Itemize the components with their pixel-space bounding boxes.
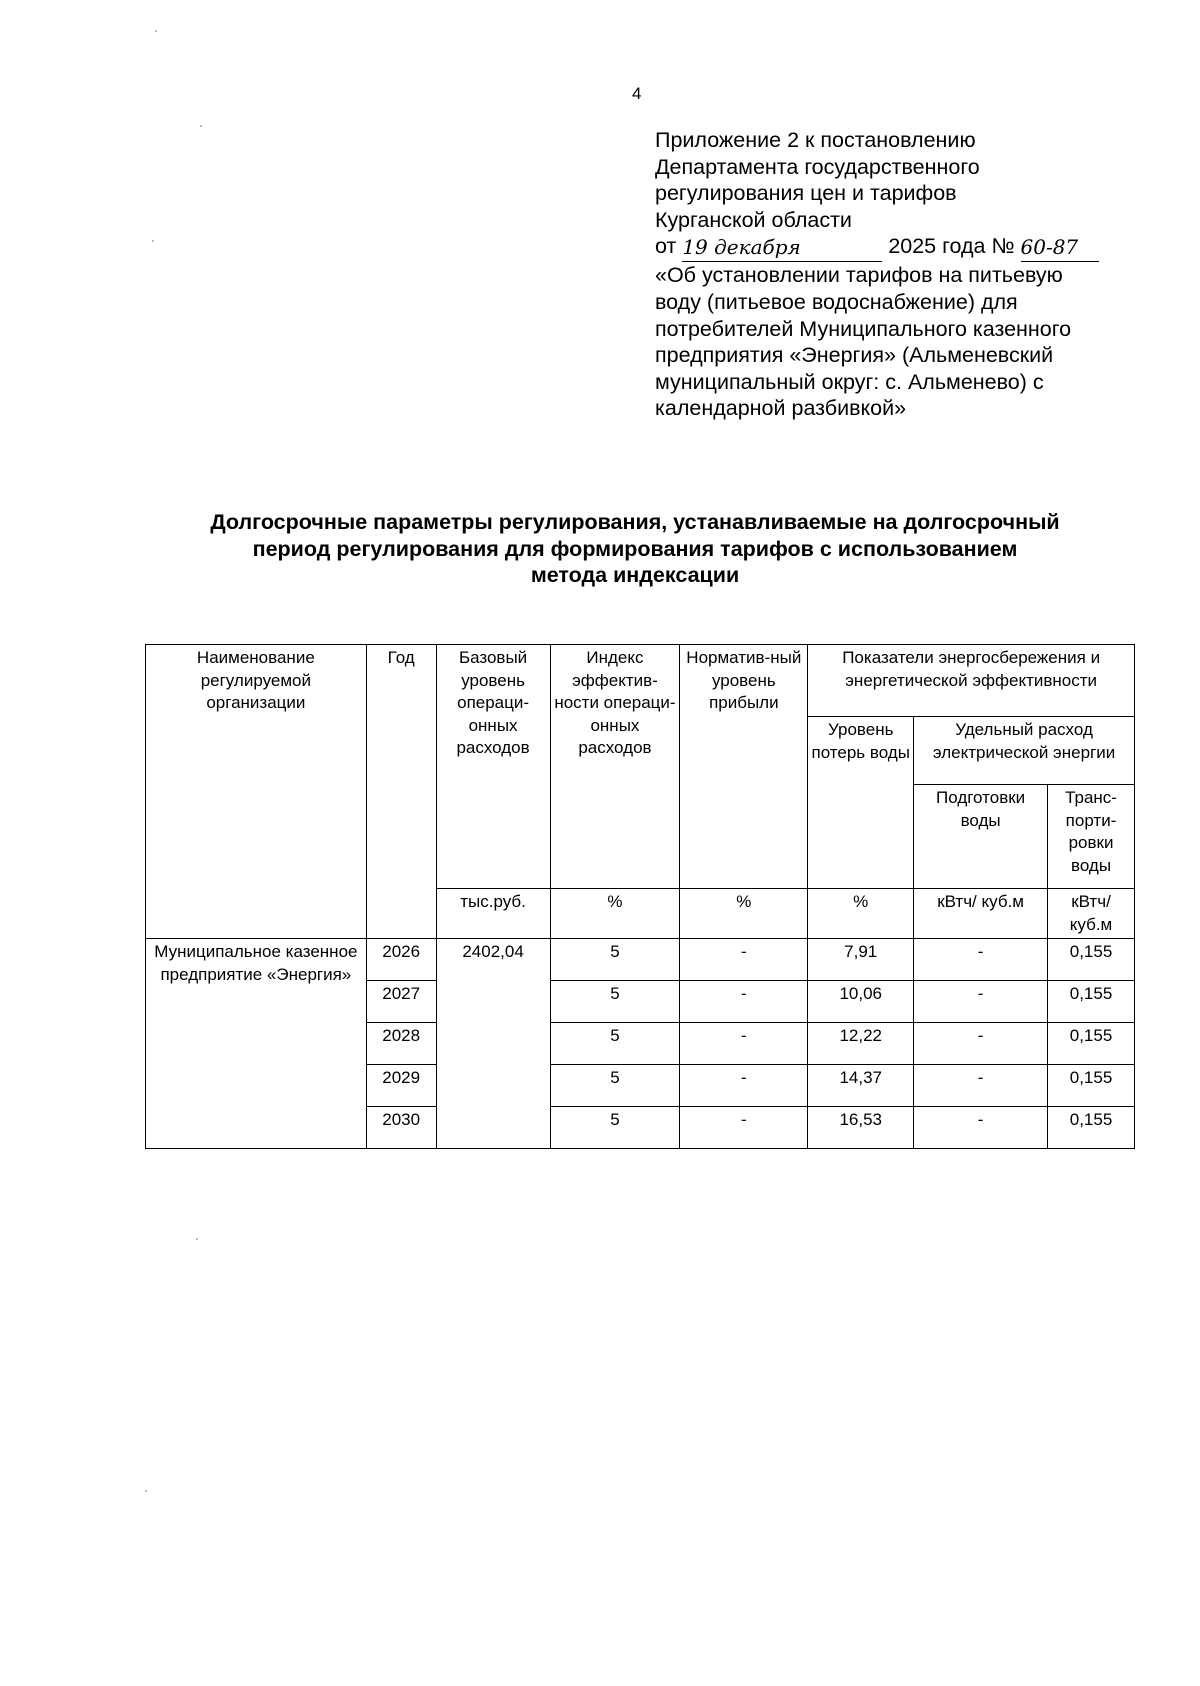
scan-speck xyxy=(196,1238,198,1240)
cell-prep: - xyxy=(914,1065,1048,1107)
cell-year: 2026 xyxy=(366,939,436,981)
unit-base: тыс.руб. xyxy=(436,889,550,939)
cell-losses: 7,91 xyxy=(808,939,914,981)
unit-prep: кВтч/ куб.м xyxy=(914,889,1048,939)
cell-profit: - xyxy=(680,981,808,1023)
header-year: Год xyxy=(366,645,436,889)
cell-index: 5 xyxy=(550,1107,680,1149)
page-number: 4 xyxy=(632,84,642,103)
cell-losses: 10,06 xyxy=(808,981,914,1023)
subject-line: воду (питьевое водоснабжение) для xyxy=(655,289,1018,314)
subject-line: предприятия «Энергия» (Альменевский xyxy=(655,343,1054,368)
cell-prep: - xyxy=(914,1023,1048,1065)
cell-losses: 16,53 xyxy=(808,1107,914,1149)
number-handwritten: 60-87 xyxy=(1020,235,1079,260)
table-row xyxy=(146,939,1135,981)
cell-year: 2029 xyxy=(366,1065,436,1107)
cell-year: 2027 xyxy=(366,981,436,1023)
cell-profit: - xyxy=(680,1107,808,1149)
header-prep: Подготовки воды xyxy=(914,785,1048,889)
unit-index: % xyxy=(550,889,680,939)
unit-org xyxy=(146,889,367,939)
cell-year: 2030 xyxy=(366,1107,436,1149)
date-handwritten-field xyxy=(682,237,882,262)
header-specific: Удельный расход электрической энергии xyxy=(914,717,1135,785)
base-value: 2402,04 xyxy=(436,939,550,1149)
cell-index: 5 xyxy=(550,981,680,1023)
appendix-line: Курганской области xyxy=(655,207,852,232)
scan-speck xyxy=(152,240,154,242)
document-title xyxy=(150,509,1120,589)
parameters-table xyxy=(145,644,1135,1149)
unit-year xyxy=(366,889,436,939)
cell-index: 5 xyxy=(550,1065,680,1107)
subject-line: потребителей Муниципального казенного xyxy=(655,316,1072,341)
appendix-line: регулирования цен и тарифов xyxy=(655,181,957,206)
appendix-date-line xyxy=(655,233,1195,262)
cell-transport: 0,155 xyxy=(1048,1065,1135,1107)
cell-year: 2028 xyxy=(366,1023,436,1065)
cell-index: 5 xyxy=(550,939,680,981)
cell-transport: 0,155 xyxy=(1048,1023,1135,1065)
subject-line: «Об установлении тарифов на питьевую xyxy=(655,263,1063,288)
appendix-header xyxy=(655,127,1195,422)
title-line: период регулирования для формирования тарифов с использованием xyxy=(252,536,1018,561)
cell-transport: 0,155 xyxy=(1048,981,1135,1023)
cell-prep: - xyxy=(914,1107,1048,1149)
org-name: Муниципальное казенное предприятие «Энергия» xyxy=(146,939,367,1149)
subject-line: муниципальный округ: с. Альменево) с xyxy=(655,369,1044,394)
title-line: метода индексации xyxy=(530,563,740,587)
cell-prep: - xyxy=(914,981,1048,1023)
header-base: Базовый уровень операци-онных расходов xyxy=(436,645,550,889)
header-transport: Транс-порти-ровки воды xyxy=(1048,785,1135,889)
cell-profit: - xyxy=(680,1023,808,1065)
unit-losses: % xyxy=(808,889,914,939)
subject-line: календарной разбивкой» xyxy=(655,396,907,421)
header-profit: Норматив-ный уровень прибыли xyxy=(680,645,808,889)
scan-speck xyxy=(145,1490,147,1492)
cell-losses: 12,22 xyxy=(808,1023,914,1065)
header-losses: Уровень потерь воды xyxy=(808,717,914,889)
cell-transport: 0,155 xyxy=(1048,1107,1135,1149)
appendix-line: Приложение 2 к постановлению xyxy=(655,128,976,152)
number-handwritten-field xyxy=(1021,237,1099,262)
header-index: Индекс эффектив-ности операци-онных расходов xyxy=(550,645,680,889)
date-prefix: от xyxy=(655,234,677,259)
header-org: Наименование регулируемой организации xyxy=(146,645,367,889)
date-handwritten: 19 декабря xyxy=(682,235,801,260)
cell-index: 5 xyxy=(550,1023,680,1065)
unit-profit: % xyxy=(680,889,808,939)
title-line: Долгосрочные параметры регулирования, устанавливаемые на долгосрочный xyxy=(210,510,1060,534)
date-year: 2025 года № xyxy=(888,234,1015,259)
header-energy-group: Показатели энергосбережения и энергетической эффективности xyxy=(808,645,1135,717)
scan-speck xyxy=(155,30,157,32)
cell-losses: 14,37 xyxy=(808,1065,914,1107)
unit-transport: кВтч/ куб.м xyxy=(1048,889,1135,939)
cell-profit: - xyxy=(680,939,808,981)
appendix-line: Департамента государственного xyxy=(655,154,980,179)
cell-transport: 0,155 xyxy=(1048,939,1135,981)
scan-speck xyxy=(200,125,202,127)
cell-profit: - xyxy=(680,1065,808,1107)
cell-prep: - xyxy=(914,939,1048,981)
